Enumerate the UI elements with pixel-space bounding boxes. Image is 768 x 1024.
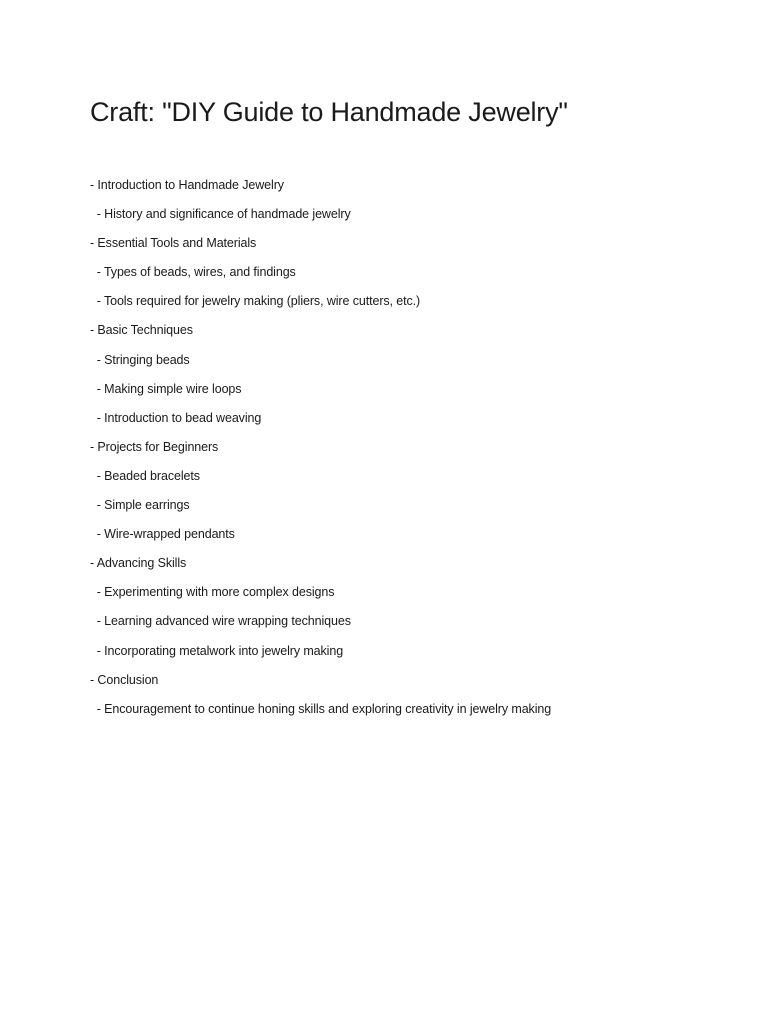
outline-item: - Tools required for jewelry making (pliers, wire cutters, etc.) — [90, 294, 421, 309]
outline-item: - Encouragement to continue honing skills and exploring creativity in jewelry making — [90, 701, 552, 716]
outline-item: - Essential Tools and Materials — [90, 236, 257, 251]
outline-item: - Incorporating metalwork into jewelry making — [90, 643, 344, 658]
outline-item: - Introduction to bead weaving — [90, 410, 262, 425]
outline-list — [90, 171, 551, 724]
outline-item: - Wire-wrapped pendants — [90, 527, 235, 542]
outline-item: - Beaded bracelets — [90, 468, 200, 483]
outline-item: - Making simple wire loops — [90, 381, 242, 396]
outline-item: - Stringing beads — [90, 352, 190, 367]
outline-item: - Introduction to Handmade Jewelry — [90, 178, 284, 192]
outline-item: - Basic Techniques — [90, 323, 193, 338]
outline-item: - Advancing Skills — [90, 556, 187, 571]
outline-item: - Projects for Beginners — [90, 439, 219, 454]
page-title: Craft: "DIY Guide to Handmade Jewelry" — [90, 97, 568, 127]
outline-item: - Types of beads, wires, and findings — [90, 265, 296, 280]
outline-item: - Conclusion — [90, 672, 159, 687]
outline-item: - Experimenting with more complex designs — [90, 585, 335, 600]
outline-item: - History and significance of handmade jewelry — [90, 207, 351, 222]
outline-item: - Simple earrings — [90, 498, 190, 513]
outline-item: - Learning advanced wire wrapping techniques — [90, 614, 351, 629]
